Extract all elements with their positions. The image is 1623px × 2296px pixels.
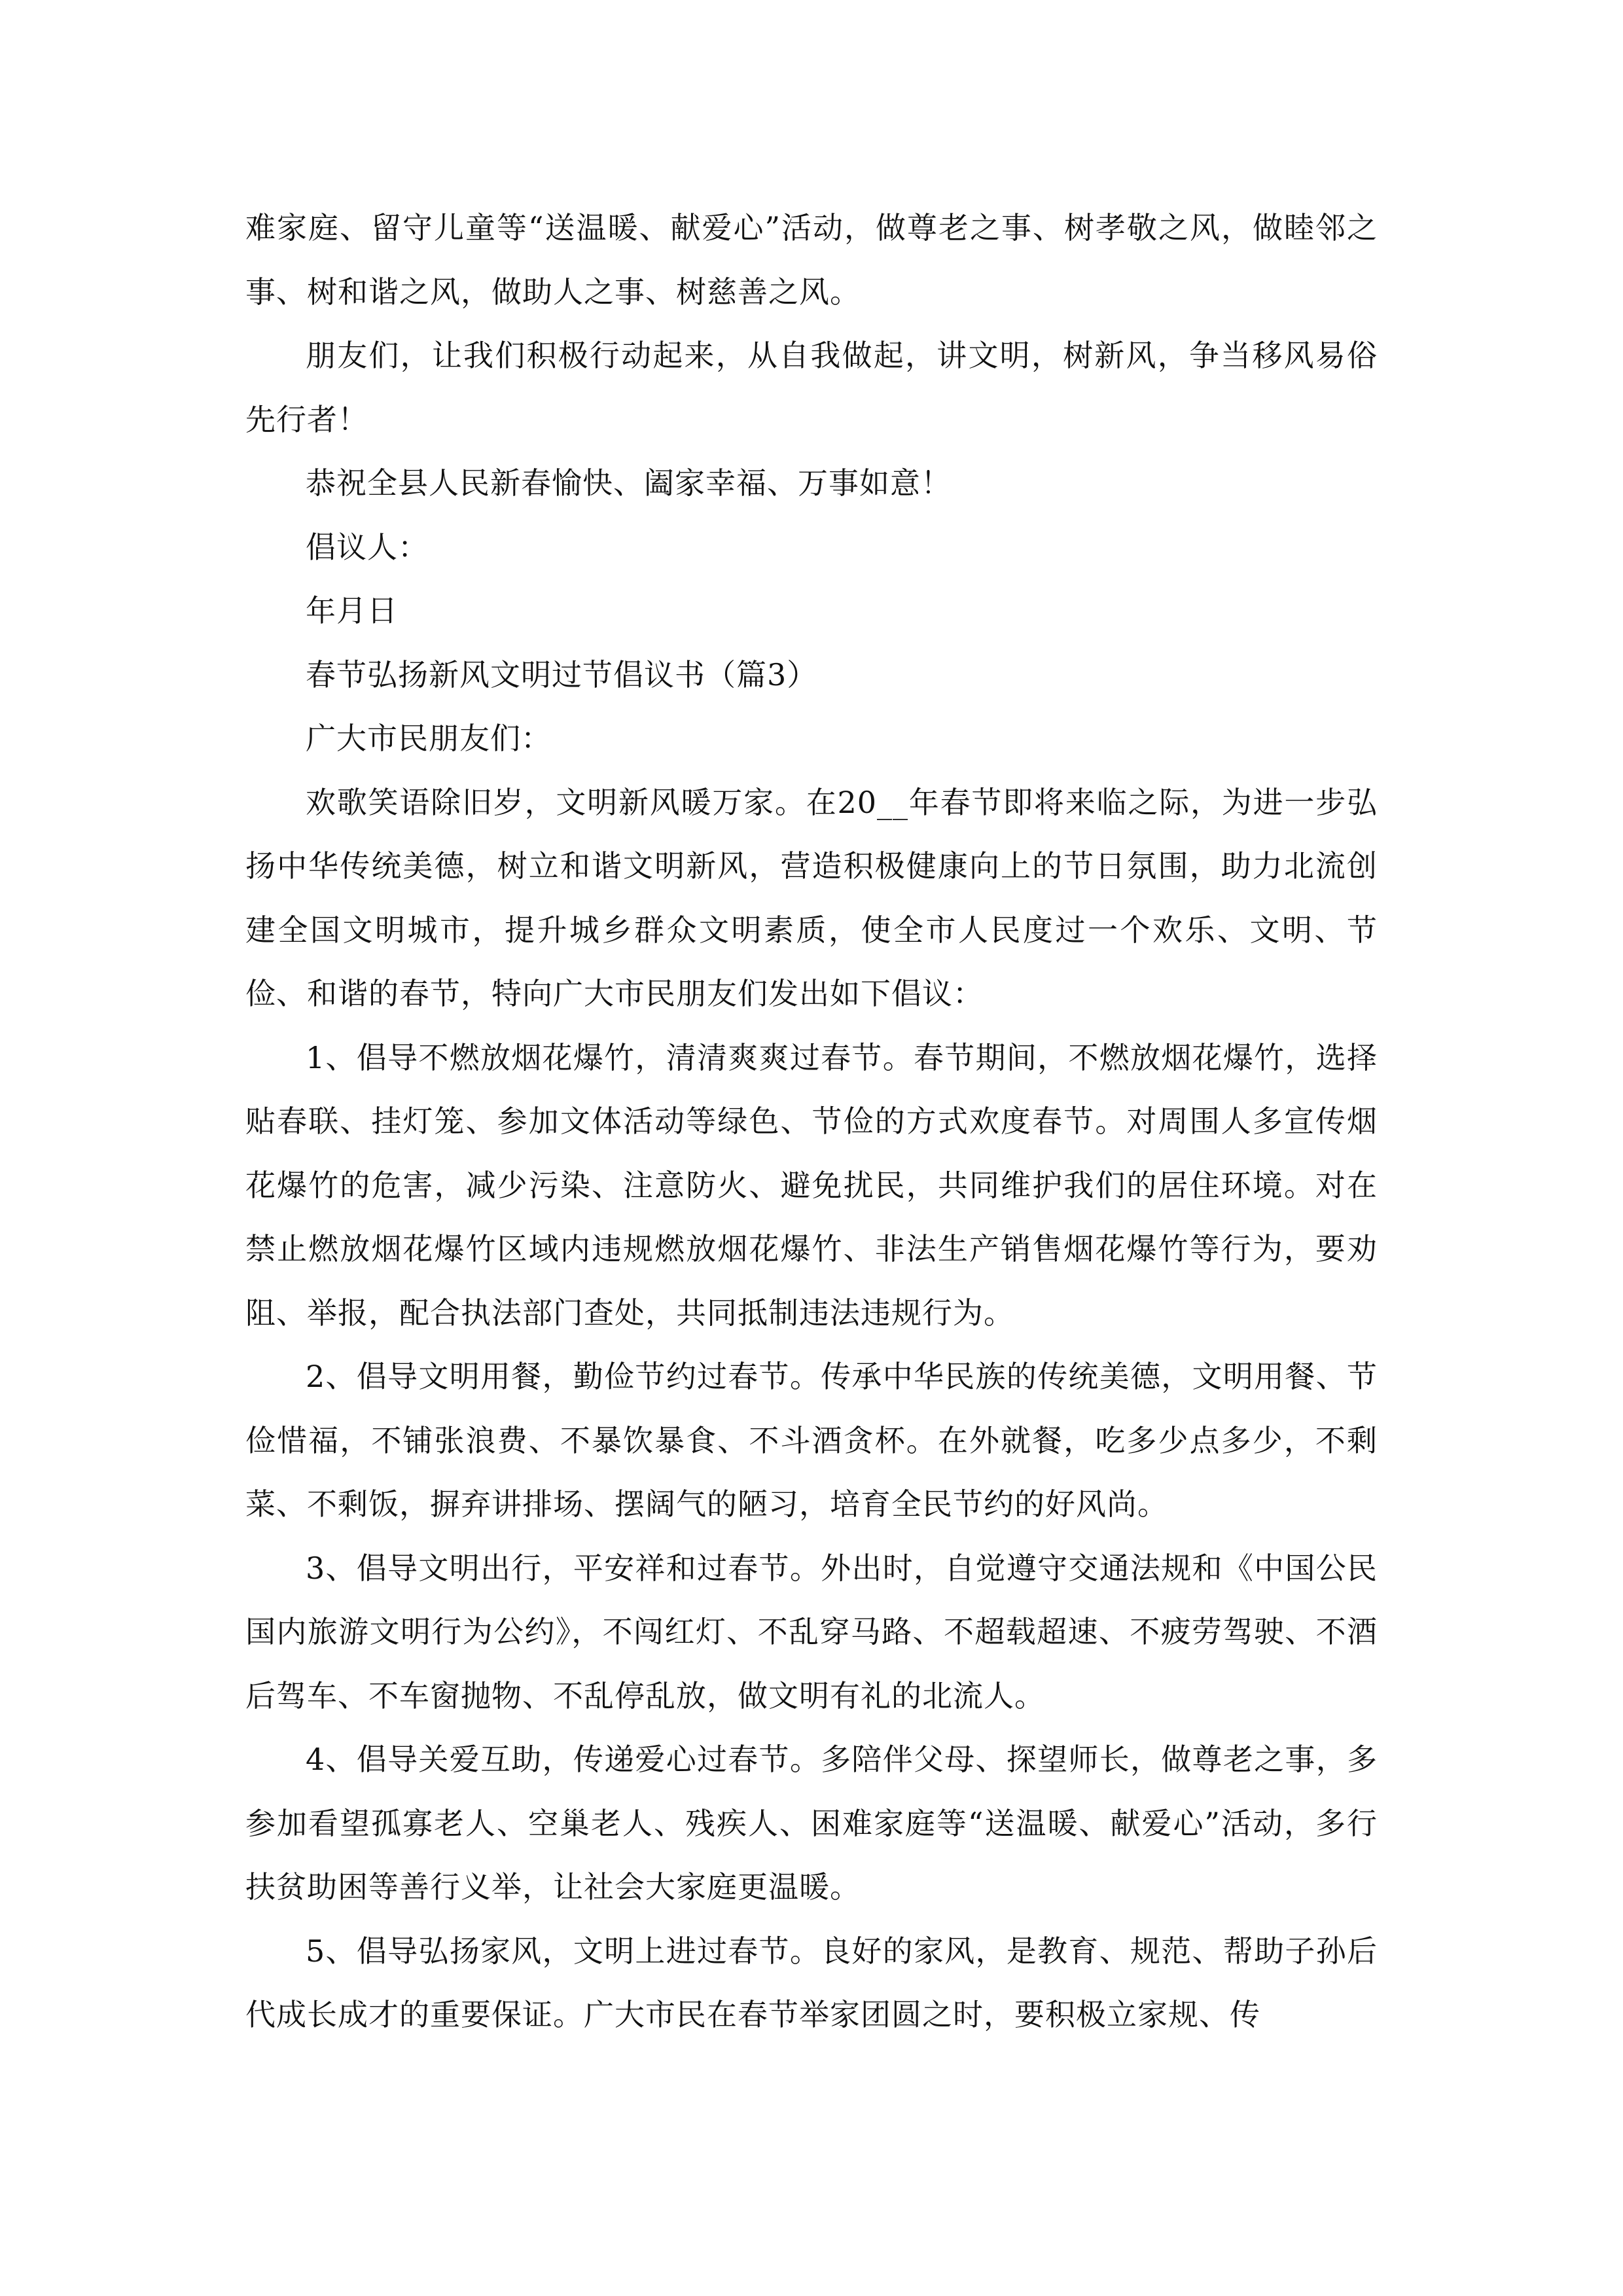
proposal-item-4: 4、倡导关爱互助，传递爱心过春节。多陪伴父母、探望师长，做尊老之事，多参加看望孤寡老人、空巢老人、残疾人、困难家庭等“送温暖、献爱心”活动，多行扶贫助困等善行义举，让社会大家庭更温暖。	[245, 1742, 1378, 1905]
proposal-item-1: 1、倡导不燃放烟花爆竹，清清爽爽过春节。春节期间，不燃放烟花爆竹，选择贴春联、挂灯笼、参加文体活动等绿色、节俭的方式欢度春节。对周围人多宣传烟花爆竹的危害，减少污染、注意防火、避免扰民，共同维护我们的居住环境。对在禁止燃放烟花爆竹区域内违规燃放烟花爆竹、非法生产销售烟花爆竹等行为，要劝阻、举报，配合执法部门查处，共同抵制违法违规行为。	[245, 1039, 1378, 1331]
salutation: 广大市民朋友们：	[306, 721, 552, 756]
signatory-label: 倡议人：	[306, 529, 429, 565]
paragraph: 欢歌笑语除旧岁，文明新风暖万家。在20__年春节即将来临之际，为进一步弘扬中华传统美德，树立和谐文明新风，营造积极健康向上的节日氛围，助力北流创建全国文明城市，提升城乡群众文明素质，使全市人民度过一个欢乐、文明、节俭、和谐的春节，特向广大市民朋友们发出如下倡议：	[245, 784, 1378, 1011]
paragraph: 难家庭、留守儿童等“送温暖、献爱心”活动，做尊老之事、树孝敬之风，做睦邻之事、树和谐之风，做助人之事、树慈善之风。	[245, 210, 1378, 310]
proposal-item-2: 2、倡导文明用餐，勤俭节约过春节。传承中华民族的传统美德，文明用餐、节俭惜福，不铺张浪费、不暴饮暴食、不斗酒贪杯。在外就餐，吃多少点多少，不剩菜、不剩饭，摒弃讲排场、摆阔气的陋习，培育全民节约的好风尚。	[245, 1359, 1378, 1522]
greeting-line: 恭祝全县人民新春愉快、阖家幸福、万事如意！	[306, 465, 952, 501]
proposal-item-5: 5、倡导弘扬家风，文明上进过春节。良好的家风，是教育、规范、帮助子孙后代成长成才的重要保证。广大市民在春节举家团圆之时，要积极立家规、传	[245, 1933, 1378, 2032]
proposal-item-3: 3、倡导文明出行，平安祥和过春节。外出时，自觉遵守交通法规和《中国公民国内旅游文明行为公约》，不闯红灯、不乱穿马路、不超载超速、不疲劳驾驶、不酒后驾车、不车窗抛物、不乱停乱放，做文明有礼的北流人。	[245, 1550, 1378, 1713]
section-title: 春节弘扬新风文明过节倡议书（篇3）	[306, 656, 818, 692]
document-body	[245, 196, 1378, 2047]
date-line: 年月日	[306, 593, 398, 628]
paragraph: 朋友们，让我们积极行动起来，从自我做起，讲文明，树新风，争当移风易俗先行者！	[245, 338, 1378, 437]
